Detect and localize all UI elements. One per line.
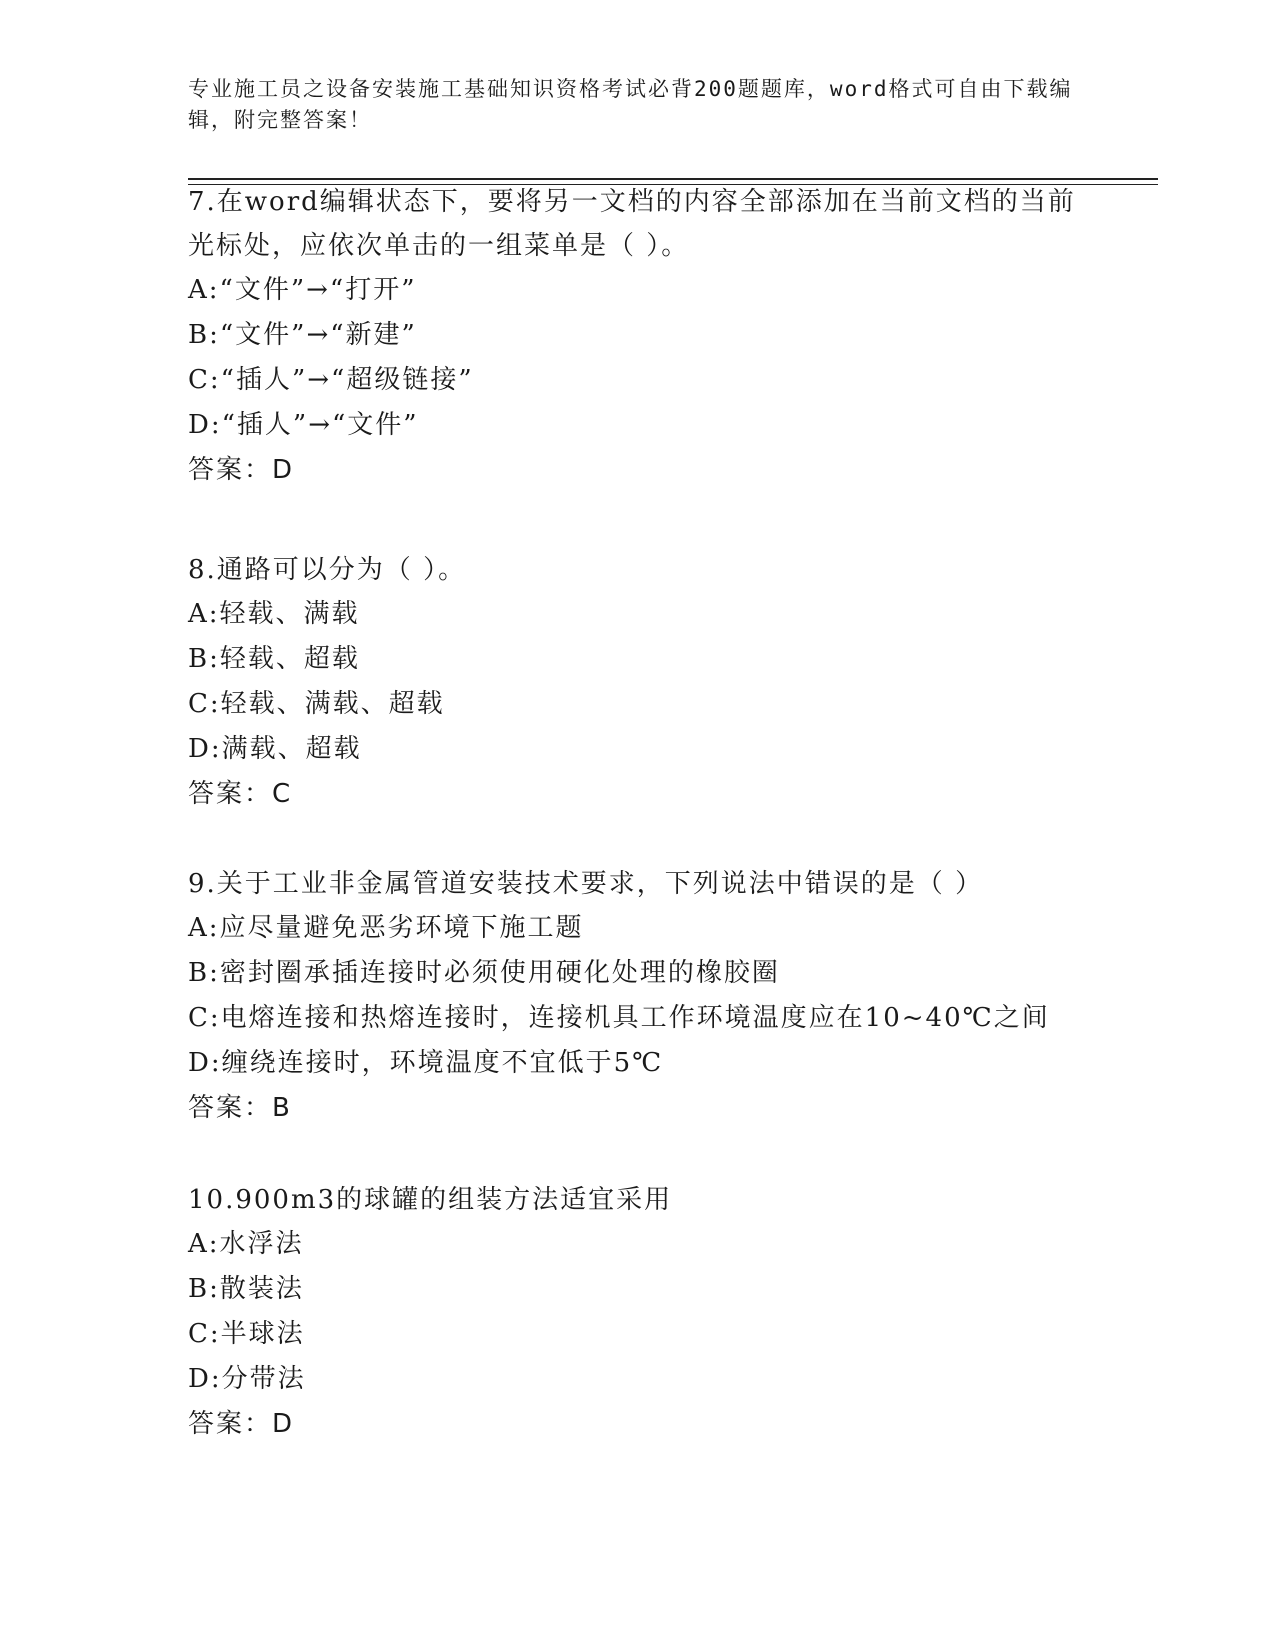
option-c: C:半球法 [188,1319,305,1349]
option-b: B:轻载、超载 [188,644,360,674]
question-10 [188,1178,1088,1446]
question-stem: 10.900m3的球罐的组装方法适宜采用 [188,1185,673,1215]
option-d: D:“插人”→“文件” [188,410,419,440]
option-b: B:散装法 [188,1274,304,1304]
option-b: B:“文件”→“新建” [188,320,417,350]
answer: 答案：C [188,779,293,809]
question-7 [188,180,1088,492]
option-b: B:密封圈承插连接时必须使用硬化处理的橡胶圈 [188,958,780,988]
option-d: D:分带法 [188,1364,306,1394]
option-c: C:轻载、满载、超载 [188,689,445,719]
option-a: A:轻载、满载 [188,599,360,629]
answer: 答案：B [188,1093,292,1123]
option-a: A:“文件”→“打开” [188,275,417,305]
answer: 答案：D [188,1409,295,1439]
option-c: C:电熔连接和热熔连接时，连接机具工作环境温度应在10~40℃之间 [188,1003,1050,1033]
question-stem: 8.通路可以分为（ ）。 [188,555,467,585]
option-c: C:“插人”→“超级链接” [188,365,474,395]
question-9 [188,862,1088,1130]
question-8 [188,548,1088,816]
option-a: A:水浮法 [188,1229,304,1259]
document-header: 专业施工员之设备安装施工基础知识资格考试必背200题题库，word格式可自由下载编辑，附完整答案！ [188,77,1073,132]
option-d: D:缠绕连接时，环境温度不宜低于5℃ [188,1048,664,1078]
answer: 答案：D [188,455,295,485]
option-a: A:应尽量避免恶劣环境下施工题 [188,913,584,943]
question-stem: 9.关于工业非金属管道安装技术要求，下列说法中错误的是（ ） [188,869,984,899]
question-stem: 7.在word编辑状态下，要将另一文档的内容全部添加在当前文档的当前光标处，应依次单击的一组菜单是（ ）。 [188,187,1076,261]
option-d: D:满载、超载 [188,734,362,764]
